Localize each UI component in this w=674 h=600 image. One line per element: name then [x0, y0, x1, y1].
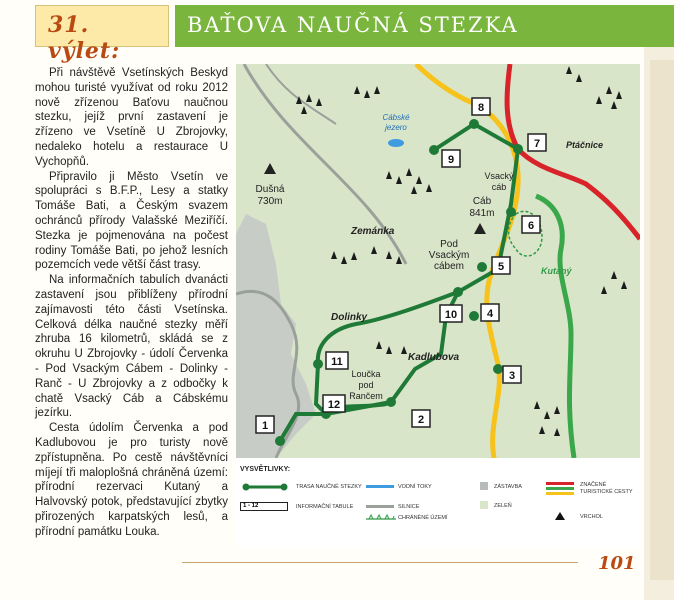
- stop-number: 4: [486, 308, 494, 320]
- trail-node: [453, 287, 463, 297]
- legend-built: ZÁSTAVBA: [494, 484, 522, 490]
- dusna-label: 730m: [257, 196, 283, 207]
- chapter-header: [35, 5, 674, 64]
- legend-marked: ZNAČENÉ: [580, 482, 607, 488]
- trail-node: [313, 359, 323, 369]
- legend-water: VODNÍ TOKY: [398, 484, 432, 490]
- loucka-label: Rančem: [349, 391, 383, 401]
- stop-number: 2: [417, 414, 425, 426]
- info-swatch-label: 1 - 12: [243, 503, 259, 509]
- legend-protected: CHRÁNĚNÉ ÚZEMÍ: [398, 515, 448, 521]
- stop-number: 8: [477, 102, 485, 114]
- green-swatch: [480, 501, 488, 509]
- kadlubova-label: Kadlubova: [408, 352, 460, 363]
- loucka-label: pod: [358, 380, 374, 390]
- stop-number: 6: [527, 220, 535, 232]
- stop-number: 5: [497, 261, 505, 273]
- stop-number: 9: [447, 154, 455, 166]
- legend-roads: SILNICE: [398, 504, 420, 510]
- vsacky-cab-label: Vsacký: [484, 171, 514, 181]
- legend-info: INFORMAČNÍ TABULE: [296, 504, 354, 510]
- zemanka-label: Zemánka: [351, 226, 395, 237]
- page-edge-decoration-inner: [650, 60, 674, 580]
- green-route-swatch: [546, 487, 574, 490]
- peak-swatch: [554, 511, 566, 521]
- legend-title: VYSVĚTLIVKY:: [240, 466, 291, 473]
- trail-swatch: [240, 482, 290, 492]
- vsacky-cab-label: cáb: [491, 182, 507, 192]
- footer-divider: [182, 562, 578, 563]
- info-swatch: [240, 502, 288, 511]
- dolinky-label: Dolinky: [331, 312, 368, 323]
- trail-map: [236, 64, 640, 458]
- roads-swatch: [366, 505, 394, 508]
- legend-peak: VRCHOL: [580, 514, 603, 520]
- lake: [388, 139, 404, 147]
- pod-vsackym-label: Pod: [440, 239, 458, 250]
- stop-number: 1: [261, 420, 269, 432]
- paragraph: Připravilo ji Město Vsetín ve spolupráci s B.F.P., Lesy a statky Tomáše Bati, a Českým svazem ochránců přírody Valašské Meziříčí. Stezka je pojmenována na počest rodiny Tomáše Bati, po jehož lesních pozemcích vede větší část trasy.: [35, 170, 228, 272]
- lake-label: jezero: [385, 123, 407, 132]
- stop-number: 12: [327, 399, 341, 411]
- trail-node: [469, 119, 479, 129]
- trip-label-box: [35, 5, 169, 64]
- paragraph: Na informačních tabulích dvanácti zastavení jsou přiblíženy přírodní zajímavosti této části Vsetínska. Celková délka naučné stezky měří zhruba 16 kilometrů, skládá se z okruhu U Zbrojovky - údolí Červenka - Pod Vsackým Cábem - Dolinky - Ranč - U Zbrojovky a z odbočky k chatě Vsacký Cáb a Cábskému jezírku.: [35, 274, 228, 420]
- yellow-swatch: [546, 492, 574, 495]
- cab-label: Cáb: [472, 196, 492, 207]
- loucka-label: Loučka: [351, 369, 381, 379]
- trail-node: [469, 311, 479, 321]
- paragraph: Při návštěvě Vsetínských Beskyd mohou turisté využívat od roku 2012 nově zřízenou Baťovu naučnou stezku, jejíž první zastavení je zřízeno ve Vsetíně U Zbrojovky, nedaleko hotelu a restaurace U Vychopňů.: [35, 67, 228, 168]
- cab-label: 841m: [469, 208, 495, 219]
- trail-node: [477, 262, 487, 272]
- legend-trail: TRASA NAUČNÉ STEZKY: [296, 484, 362, 490]
- protected-swatch: [366, 513, 396, 521]
- trail-node: [513, 144, 523, 154]
- paragraph: Cesta údolím Červenka a pod Kadlubovou je pro turisty nově zpřístupněna. Po cestě návštěvníci míjejí tři maloplošná chráněná území: přírodní rezervaci Kutaný a Halvovský potok, představující zbytky přirozených karpatských lesů, a přírodní památku Louka.: [35, 422, 228, 538]
- built-swatch: [480, 482, 488, 490]
- stop-number: 10: [444, 309, 458, 321]
- legend-green: ZELEŇ: [494, 503, 512, 509]
- trail-map-svg: [236, 64, 640, 458]
- water-swatch: [366, 485, 394, 488]
- kutany-label: Kutaný: [541, 266, 572, 276]
- dusna-label: Dušná: [255, 184, 285, 195]
- pod-vsackym-label: Vsackým: [428, 250, 470, 261]
- pod-vsackym-label: cábem: [433, 261, 465, 272]
- ptacnice-label: Ptáčnice: [566, 140, 604, 150]
- trail-node: [275, 436, 285, 446]
- page-number: 101: [598, 553, 636, 574]
- stop-number: 7: [533, 138, 541, 150]
- red-swatch: [546, 482, 574, 485]
- article-text: [35, 66, 228, 540]
- chapter-title: BAŤOVA NAUČNÁ STEZKA: [187, 13, 519, 37]
- trip-label: 31. výlet:: [48, 12, 121, 64]
- stop-number: 3: [508, 370, 516, 382]
- map-legend: [236, 458, 640, 548]
- trail-node: [506, 207, 516, 217]
- stop-number: 11: [331, 356, 343, 368]
- title-box: [175, 5, 674, 47]
- lake-label: Cábské: [382, 113, 410, 122]
- trail-node: [493, 364, 503, 374]
- trail-node: [429, 145, 439, 155]
- legend-marked: TURISTICKÉ CESTY: [580, 489, 633, 495]
- trail-node: [386, 397, 396, 407]
